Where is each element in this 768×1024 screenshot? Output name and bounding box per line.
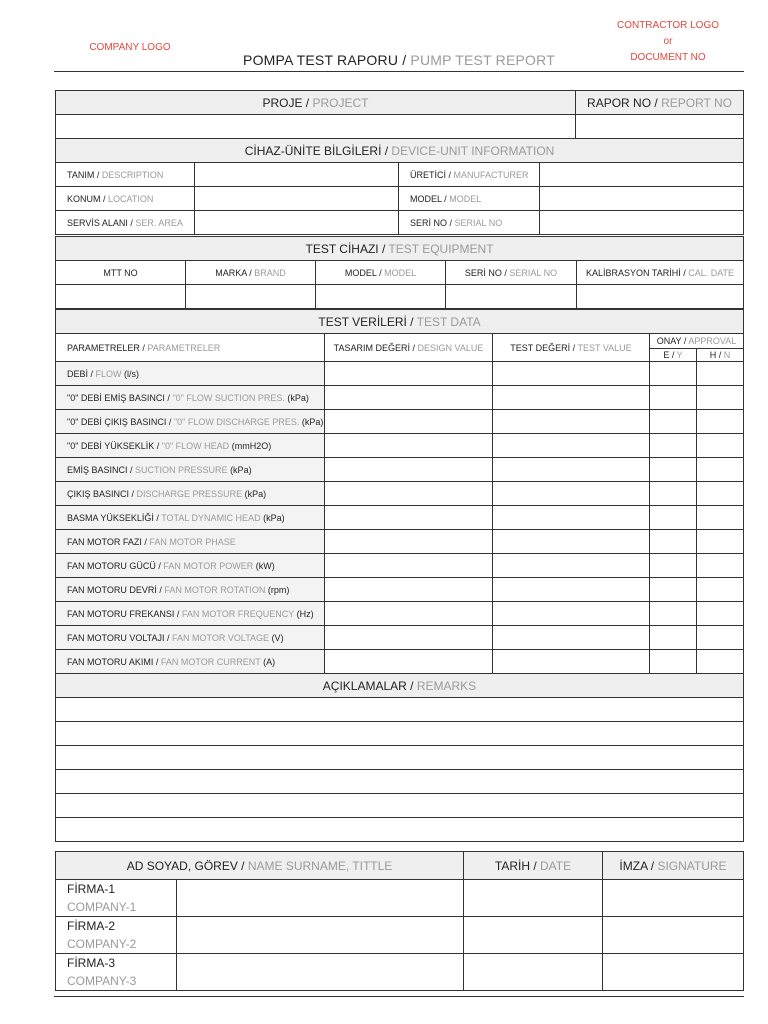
model-label — [399, 187, 540, 211]
firm-2-label — [56, 917, 177, 954]
device-section-header — [56, 139, 744, 163]
document-no: DOCUMENT NO — [630, 52, 706, 63]
date-header — [464, 852, 603, 880]
name-title-header — [56, 852, 464, 880]
manufacturer-label — [399, 163, 540, 187]
design-value-cell[interactable] — [325, 626, 493, 650]
date-label-tr: TARİH / — [494, 858, 537, 873]
design-value-cell[interactable] — [325, 650, 493, 674]
parameter-unit: (kW) — [255, 560, 275, 571]
parameter-en: TOTAL DYNAMIC HEAD — [161, 512, 261, 523]
parameter-en: DISCHARGE PRESSURE — [136, 488, 243, 499]
design-value-cell[interactable] — [325, 482, 493, 506]
model-label-en: MODEL — [449, 193, 482, 204]
table-row — [56, 626, 744, 650]
parameters-label-en: PARAMETRELER — [147, 342, 221, 353]
firm-1-name-field[interactable] — [177, 880, 464, 917]
remarks-label-en: REMARKS — [416, 678, 477, 693]
parameter-unit: (V) — [271, 632, 284, 643]
approval-yes-cell[interactable] — [650, 482, 697, 506]
parameter-unit: (rpm) — [267, 584, 290, 595]
firm-1-signature-field[interactable] — [603, 880, 744, 917]
name-title-label-tr: AD SOYAD, GÖREV / — [126, 858, 245, 873]
firm-3-label — [56, 954, 177, 991]
equip-model-header — [316, 261, 446, 285]
approval-no-tr: H / — [709, 350, 722, 360]
test-data-section-header — [56, 310, 744, 334]
manufacturer-label-en: MANUFACTURER — [453, 169, 529, 180]
signature-table — [55, 851, 744, 991]
table-row — [56, 578, 744, 602]
report-no-field[interactable] — [576, 115, 744, 139]
equip-serial-label-tr: SERİ NO / — [464, 267, 507, 278]
remarks-line[interactable] — [56, 698, 744, 722]
device-table — [55, 138, 744, 235]
approval-no-cell[interactable] — [697, 410, 744, 434]
parameter-label — [56, 554, 325, 578]
report-no-header — [576, 91, 744, 115]
design-value-cell[interactable] — [325, 386, 493, 410]
parameter-label — [56, 362, 325, 386]
parameter-label — [56, 626, 325, 650]
parameter-label — [56, 434, 325, 458]
approval-label-tr: ONAY / — [656, 336, 687, 346]
equipment-table — [55, 236, 744, 309]
approval-yes-cell[interactable] — [650, 626, 697, 650]
firm-1-label — [56, 880, 177, 917]
parameter-unit: (kPa) — [263, 512, 285, 523]
remarks-line[interactable] — [56, 770, 744, 794]
report-no-label-tr: RAPOR NO / — [587, 95, 658, 110]
parameter-unit: (Hz) — [296, 608, 314, 619]
table-row — [56, 410, 744, 434]
design-value-cell[interactable] — [325, 362, 493, 386]
design-value-cell[interactable] — [325, 554, 493, 578]
project-field[interactable] — [56, 115, 576, 139]
approval-no-cell[interactable] — [697, 530, 744, 554]
manufacturer-label-tr: ÜRETİCİ / — [410, 169, 452, 180]
parameter-tr: FAN MOTORU GÜCÜ / — [67, 560, 161, 571]
title-divider — [54, 71, 744, 72]
test-data-table — [55, 309, 744, 842]
description-label-en: DESCRIPTION — [101, 169, 164, 180]
approval-no-cell[interactable] — [697, 362, 744, 386]
mtt-no-header — [56, 261, 186, 285]
approval-yes-cell[interactable] — [650, 650, 697, 674]
parameter-en: "0" FLOW SUCTION PRES. — [172, 392, 285, 403]
model-field[interactable] — [540, 187, 744, 211]
cal-date-field[interactable] — [577, 285, 744, 309]
parameter-en: FAN MOTOR POWER — [163, 560, 254, 571]
parameter-en: FAN MOTOR PHASE — [149, 536, 236, 547]
firm-3-signature-field[interactable] — [603, 954, 744, 991]
parameters-header — [56, 334, 325, 362]
test-value-header — [493, 334, 650, 362]
equip-model-field[interactable] — [316, 285, 446, 309]
test-value-cell[interactable] — [493, 482, 650, 506]
firm-3-name-field[interactable] — [177, 954, 464, 991]
test-value-cell[interactable] — [493, 458, 650, 482]
cal-date-label-en: CAL. DATE — [688, 267, 735, 278]
parameter-unit: (kPa) — [230, 464, 252, 475]
equipment-section-en: TEST EQUIPMENT — [388, 241, 494, 256]
approval-no-header — [697, 349, 744, 362]
approval-no-cell[interactable] — [697, 626, 744, 650]
project-table — [55, 90, 744, 139]
parameter-tr: FAN MOTORU VOLTAJI / — [67, 632, 170, 643]
brand-label-tr: MARKA / — [215, 267, 252, 278]
test-value-cell[interactable] — [493, 434, 650, 458]
remarks-label-tr: AÇIKLAMALAR / — [322, 678, 414, 693]
test-rows — [56, 362, 744, 674]
parameter-tr: ÇIKIŞ BASINCI / — [67, 488, 135, 499]
parameter-label — [56, 410, 325, 434]
parameter-unit: (kPa) — [301, 416, 324, 427]
test-value-cell[interactable] — [493, 386, 650, 410]
project-label-tr: PROJE / — [262, 95, 310, 110]
page-title — [54, 52, 744, 68]
model-label-tr: MODEL / — [410, 193, 447, 204]
brand-field[interactable] — [186, 285, 316, 309]
signature-label-en: SIGNATURE — [657, 858, 727, 873]
design-value-cell[interactable] — [325, 434, 493, 458]
parameter-label — [56, 458, 325, 482]
approval-yes-header — [650, 349, 697, 362]
parameter-en: FAN MOTOR FREQUENCY — [181, 608, 295, 619]
description-field[interactable] — [195, 163, 399, 187]
mtt-no-label: MTT NO — [103, 267, 138, 278]
location-field[interactable] — [195, 187, 399, 211]
table-row — [56, 506, 744, 530]
equip-serial-header — [446, 261, 577, 285]
parameters-label-tr: PARAMETRELER / — [67, 342, 145, 353]
table-row — [56, 530, 744, 554]
test-value-cell[interactable] — [493, 626, 650, 650]
test-value-cell[interactable] — [493, 554, 650, 578]
test-value-cell[interactable] — [493, 410, 650, 434]
report-no-label-en: REPORT NO — [661, 95, 732, 110]
table-row — [56, 434, 744, 458]
title-tr: POMPA TEST RAPORU / — [243, 52, 407, 68]
device-section-tr: CİHAZ-ÜNİTE BİLGİLERİ / — [244, 143, 389, 158]
parameter-tr: "0" DEBİ EMİŞ BASINCI / — [67, 392, 170, 403]
firm-2-tr: FİRMA-2 — [67, 919, 115, 933]
test-data-section-en: TEST DATA — [416, 314, 481, 329]
firm-3-tr: FİRMA-3 — [67, 956, 115, 970]
service-area-field[interactable] — [195, 211, 399, 235]
parameter-label — [56, 530, 325, 554]
location-label — [56, 187, 195, 211]
firm-1-date-field[interactable] — [464, 880, 603, 917]
contractor-logo-line2: or — [663, 36, 673, 47]
design-value-cell[interactable] — [325, 578, 493, 602]
approval-no-cell[interactable] — [697, 458, 744, 482]
test-value-cell[interactable] — [493, 602, 650, 626]
approval-no-cell[interactable] — [697, 554, 744, 578]
parameter-unit: (kPa) — [287, 392, 309, 403]
approval-yes-cell[interactable] — [650, 386, 697, 410]
parameter-tr: FAN MOTORU AKIMI / — [67, 656, 159, 667]
design-value-header — [325, 334, 493, 362]
parameter-en: SUCTION PRESSURE — [135, 464, 228, 475]
parameter-unit: (l/s) — [124, 368, 140, 379]
remarks-section-header — [56, 674, 744, 698]
firm-1-en: COMPANY-1 — [67, 900, 137, 914]
design-value-label-tr: TASARIM DEĞERİ / — [333, 342, 415, 353]
manufacturer-field[interactable] — [540, 163, 744, 187]
location-label-tr: KONUM / — [67, 193, 106, 204]
signature-label-tr: İMZA / — [619, 858, 655, 873]
approval-header — [650, 334, 744, 349]
firm-2-name-field[interactable] — [177, 917, 464, 954]
contractor-logo-line1: CONTRACTOR LOGO — [616, 20, 720, 31]
approval-no-cell[interactable] — [697, 506, 744, 530]
firm-2-signature-field[interactable] — [603, 917, 744, 954]
equip-model-label-tr: MODEL / — [344, 267, 382, 278]
serial-no-field[interactable] — [540, 211, 744, 235]
parameter-en: FAN MOTOR ROTATION — [164, 584, 266, 595]
equip-model-label-en: MODEL — [384, 267, 417, 278]
parameter-unit: (kPa) — [244, 488, 267, 499]
test-value-cell[interactable] — [493, 362, 650, 386]
test-value-cell[interactable] — [493, 650, 650, 674]
description-label-tr: TANIM / — [67, 169, 100, 180]
table-row — [56, 482, 744, 506]
mtt-no-field[interactable] — [56, 285, 186, 309]
parameter-label — [56, 386, 325, 410]
signature-header — [603, 852, 744, 880]
test-value-label-en: TEST VALUE — [577, 342, 632, 353]
firm-3-date-field[interactable] — [464, 954, 603, 991]
approval-no-cell[interactable] — [697, 482, 744, 506]
parameter-tr: FAN MOTORU FREKANSI / — [67, 608, 180, 619]
brand-header — [186, 261, 316, 285]
service-area-label — [56, 211, 195, 235]
remarks-line[interactable] — [56, 794, 744, 818]
remarks-line[interactable] — [56, 746, 744, 770]
bottom-divider — [54, 996, 744, 997]
approval-yes-cell[interactable] — [650, 578, 697, 602]
cal-date-label-tr: KALİBRASYON TARİHİ / — [586, 267, 686, 278]
parameter-tr: EMİŞ BASINCI / — [67, 464, 133, 475]
service-area-label-en: SER. AREA — [135, 217, 183, 228]
serial-no-label-tr: SERİ NO / — [410, 217, 453, 228]
test-value-cell[interactable] — [493, 506, 650, 530]
approval-yes-cell[interactable] — [650, 434, 697, 458]
firm-1-tr: FİRMA-1 — [67, 882, 115, 896]
equipment-section-header — [56, 237, 744, 261]
project-label-en: PROJECT — [312, 95, 369, 110]
name-title-label-en: NAME SURNAME, TITTLE — [247, 858, 393, 873]
table-row — [56, 386, 744, 410]
brand-label-en: BRAND — [254, 267, 286, 278]
serial-no-label — [399, 211, 540, 235]
approval-no-en: N — [723, 350, 731, 360]
parameter-en: FLOW — [95, 368, 122, 379]
approval-yes-cell[interactable] — [650, 410, 697, 434]
parameter-label — [56, 506, 325, 530]
approval-yes-cell[interactable] — [650, 458, 697, 482]
cal-date-header — [577, 261, 744, 285]
location-label-en: LOCATION — [108, 193, 154, 204]
parameter-tr: FAN MOTOR FAZI / — [67, 536, 147, 547]
test-value-cell[interactable] — [493, 530, 650, 554]
parameter-label — [56, 650, 325, 674]
design-value-label-en: DESIGN VALUE — [417, 342, 484, 353]
parameter-label — [56, 578, 325, 602]
description-label — [56, 163, 195, 187]
parameter-label — [56, 482, 325, 506]
design-value-cell[interactable] — [325, 410, 493, 434]
parameter-unit: (A) — [263, 656, 276, 667]
company-logo: COMPANY LOGO — [89, 42, 171, 53]
test-data-section-tr: TEST VERİLERİ / — [318, 314, 414, 329]
table-row — [56, 602, 744, 626]
title-en: PUMP TEST REPORT — [410, 52, 555, 68]
design-value-cell[interactable] — [325, 530, 493, 554]
equip-serial-label-en: SERIAL NO — [509, 267, 558, 278]
device-section-en: DEVICE-UNIT INFORMATION — [391, 143, 555, 158]
approval-yes-en: Y — [676, 350, 683, 360]
approval-yes-tr: E / — [663, 350, 675, 360]
table-row — [56, 650, 744, 674]
parameter-en: "0" FLOW DISCHARGE PRES. — [173, 416, 300, 427]
test-value-cell[interactable] — [493, 578, 650, 602]
parameter-tr: "0" DEBİ ÇIKIŞ BASINCI / — [67, 416, 172, 427]
parameter-en: FAN MOTOR VOLTAGE — [172, 632, 270, 643]
test-value-label-tr: TEST DEĞERİ / — [510, 342, 576, 353]
parameter-tr: FAN MOTORU DEVRİ / — [67, 584, 162, 595]
remarks-line[interactable] — [56, 818, 744, 842]
remarks-line[interactable] — [56, 722, 744, 746]
service-area-label-tr: SERVİS ALANI / — [67, 217, 133, 228]
approval-no-cell[interactable] — [697, 386, 744, 410]
serial-no-label-en: SERIAL NO — [454, 217, 503, 228]
parameter-tr: DEBİ / — [67, 368, 94, 379]
approval-yes-cell[interactable] — [650, 554, 697, 578]
equip-serial-field[interactable] — [446, 285, 577, 309]
parameter-en: "0" FLOW HEAD — [161, 440, 230, 451]
design-value-cell[interactable] — [325, 602, 493, 626]
table-row — [56, 362, 744, 386]
approval-no-cell[interactable] — [697, 650, 744, 674]
parameter-label — [56, 602, 325, 626]
approval-yes-cell[interactable] — [650, 506, 697, 530]
approval-label-en: APPROVAL — [688, 336, 737, 346]
parameter-tr: BASMA YÜKSEKLİĞİ / — [67, 512, 159, 523]
approval-yes-cell[interactable] — [650, 362, 697, 386]
design-value-cell[interactable] — [325, 506, 493, 530]
parameter-en: FAN MOTOR CURRENT — [160, 656, 261, 667]
design-value-cell[interactable] — [325, 458, 493, 482]
approval-yes-cell[interactable] — [650, 530, 697, 554]
approval-no-cell[interactable] — [697, 434, 744, 458]
equipment-section-tr: TEST CİHAZI / — [305, 241, 386, 256]
date-label-en: DATE — [540, 858, 572, 873]
parameter-tr: "0" DEBİ YÜKSEKLİK / — [67, 440, 160, 451]
approval-no-cell[interactable] — [697, 578, 744, 602]
table-row — [56, 458, 744, 482]
firm-2-en: COMPANY-2 — [67, 937, 137, 951]
approval-yes-cell[interactable] — [650, 602, 697, 626]
project-header — [56, 91, 576, 115]
firm-2-date-field[interactable] — [464, 917, 603, 954]
approval-no-cell[interactable] — [697, 602, 744, 626]
firm-3-en: COMPANY-3 — [67, 974, 137, 988]
parameter-unit: (mmH2O) — [231, 440, 272, 451]
table-row — [56, 554, 744, 578]
